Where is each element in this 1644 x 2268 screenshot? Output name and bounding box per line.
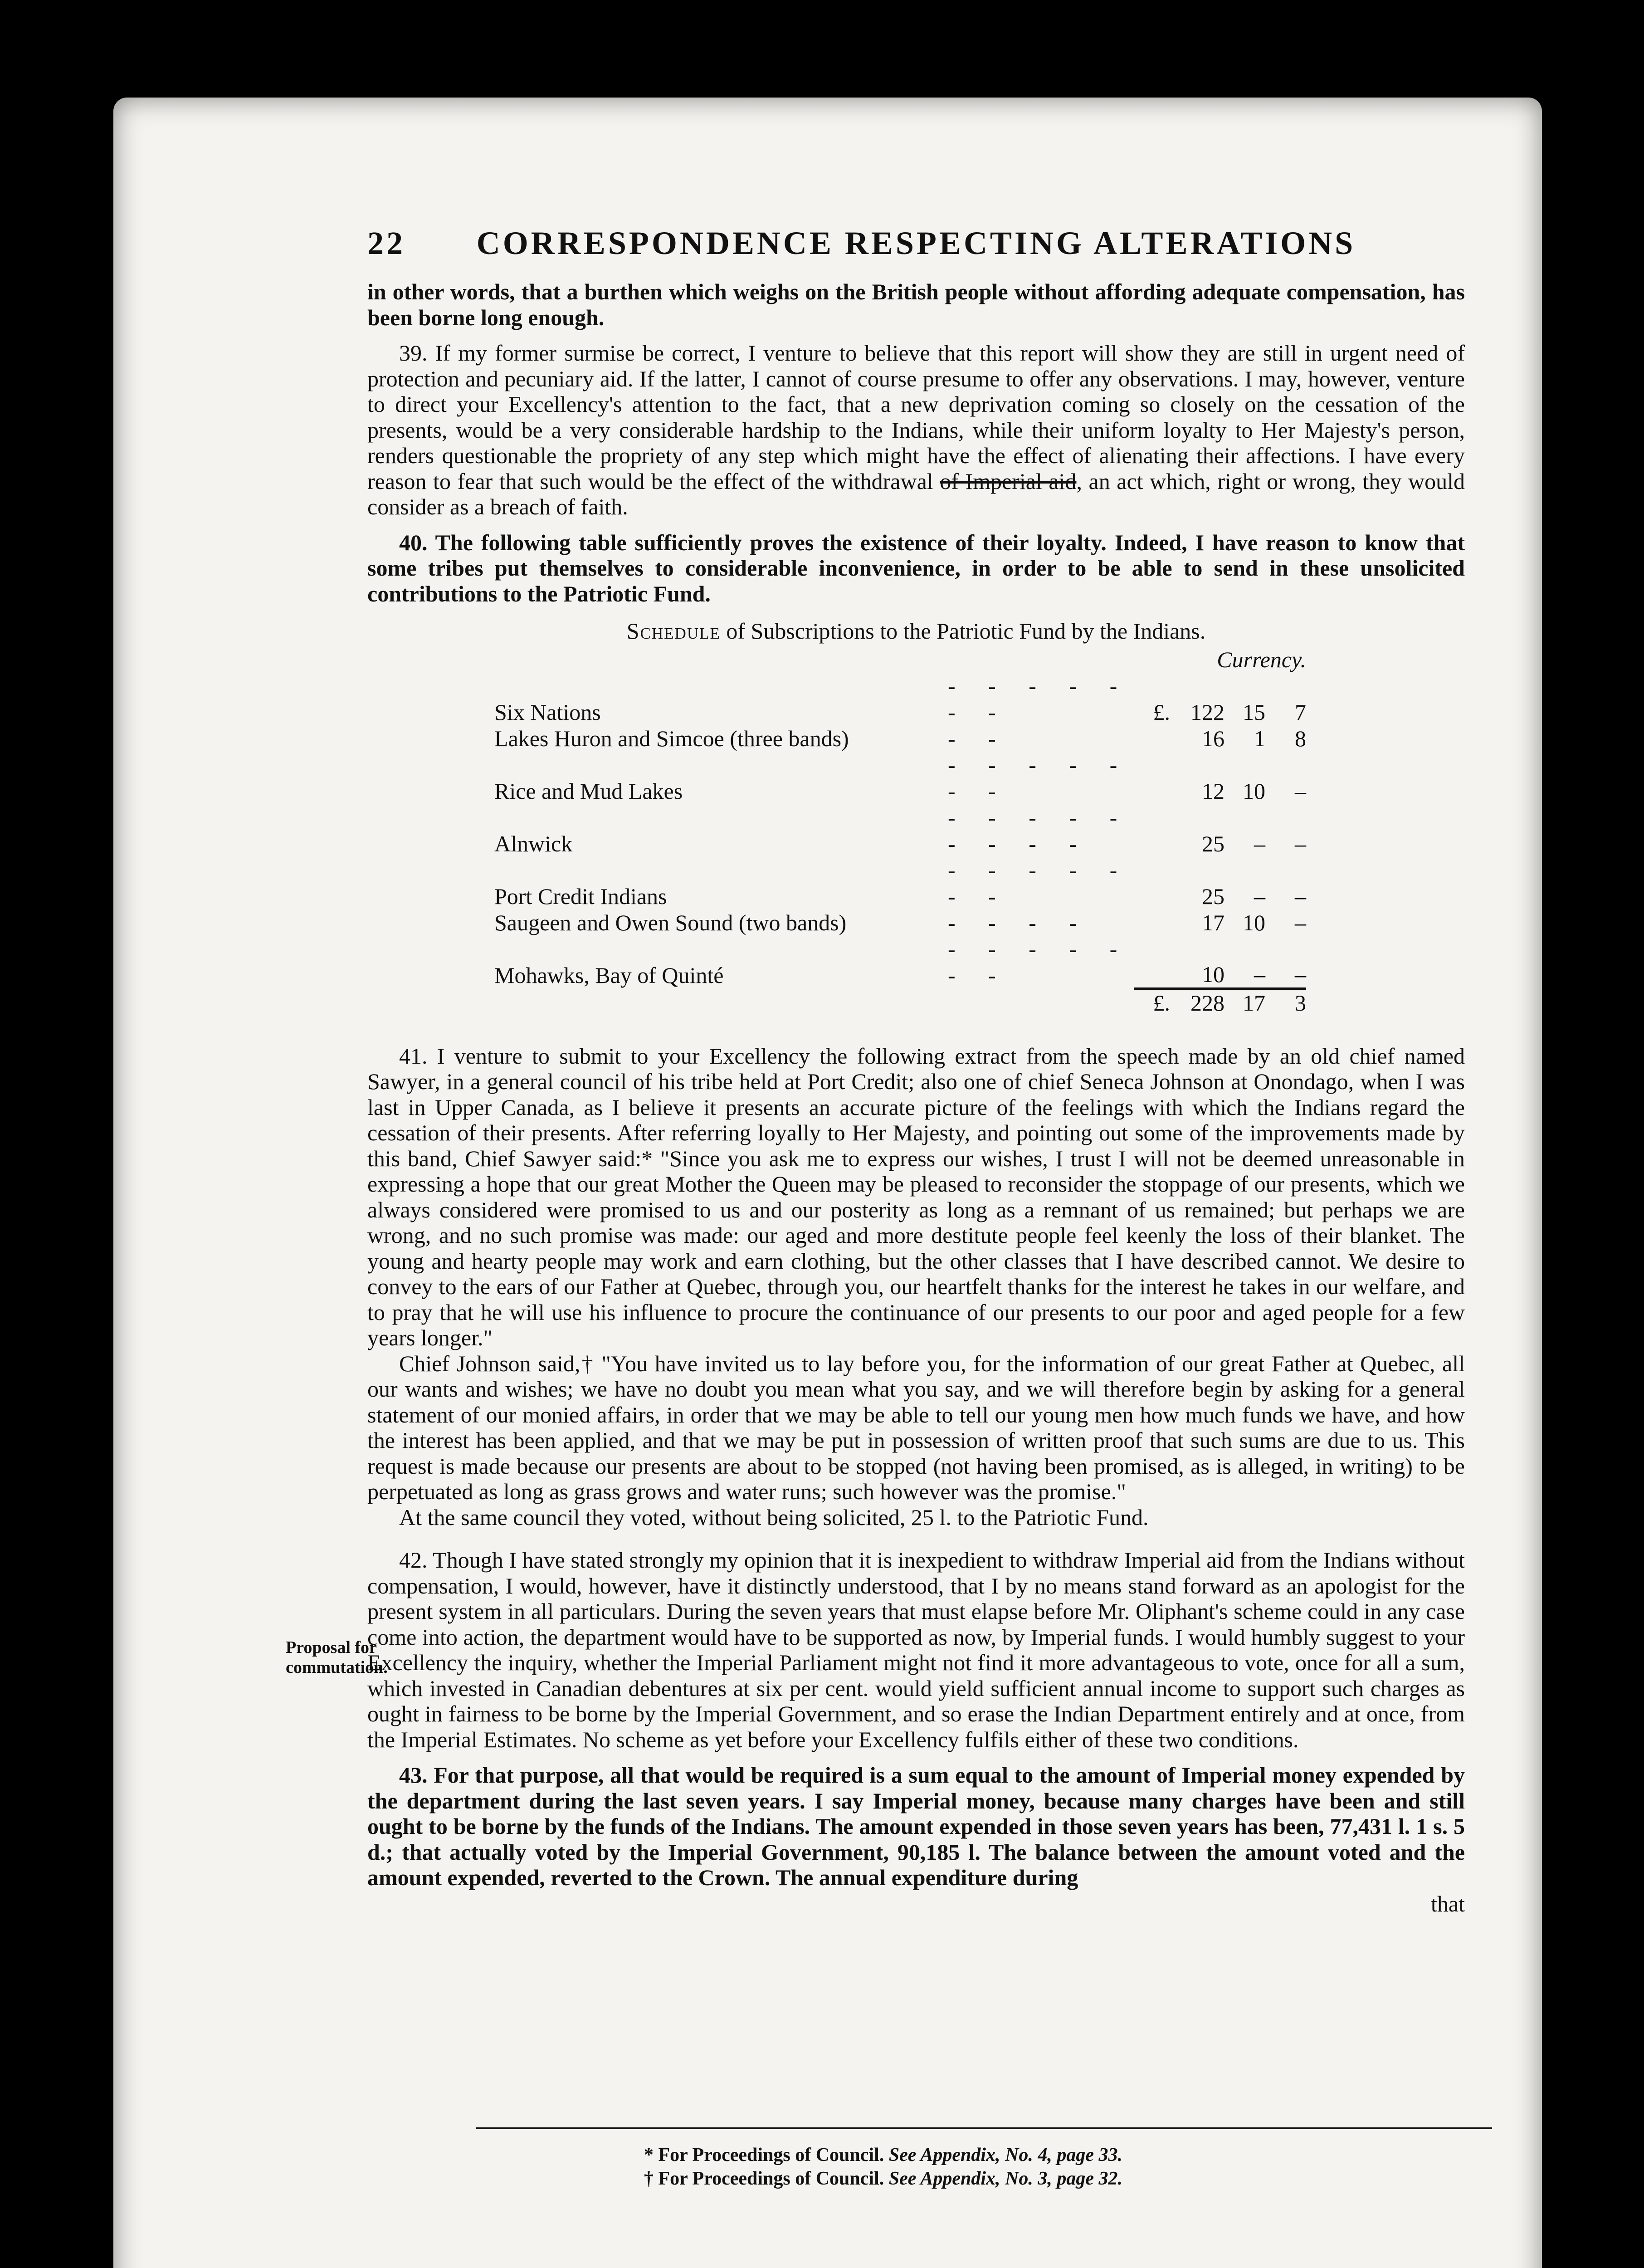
tribe-name: Lakes Huron and Simcoe (three bands) [494, 726, 849, 751]
leader-dots: - - - - - - - [948, 936, 1131, 988]
pence: 7 [1295, 699, 1306, 725]
tribe-name: Six Nations [494, 699, 601, 725]
pound-sign: £. [1153, 699, 1170, 725]
footnote-rule [476, 2127, 1492, 2129]
paragraph-39-end: , an act which, right or wrong, they would consider as a breach of faith. [367, 468, 1465, 519]
shillings: 15 [1243, 699, 1265, 725]
shillings: – [1254, 831, 1265, 856]
table-row [494, 725, 1306, 752]
total-shillings: 17 [1224, 988, 1265, 1016]
pence: 8 [1295, 726, 1306, 751]
footnote-2 [644, 2167, 1122, 2190]
running-header [367, 225, 1465, 265]
page-title: CORRESPONDENCE RESPECTING ALTERATIONS [476, 225, 1356, 261]
table-row [494, 673, 1306, 725]
pounds: 17 [1202, 910, 1224, 935]
shillings: 1 [1254, 726, 1265, 751]
intro-paragraph: in other words, that a burthen which weighs on the British people without affording adequate compensation, has been borne long enough. [367, 279, 1465, 330]
schedule-title [367, 618, 1465, 644]
subscription-table [494, 646, 1306, 1016]
pounds: 16 [1202, 726, 1224, 751]
paragraph-41-johnson: Chief Johnson said,† "You have invited us to lay before you, for the information of our great Father at Quebec, all our wants and wishes; we have no doubt you mean what you say, and we will therefore begin by asking for a general statement of our monied affairs, in order that we may be able to tell our young men how much funds we have, and how the interest has been applied, and that we may be put in possession of written proof that such sums are due to us. This request is made because our presents are about to be stopped (not having been promised, as is alleged, in writing) to be perpetuated as long as grass grows and water runs; such however was the promise." [367, 1350, 1465, 1504]
table-row [494, 804, 1306, 857]
leader-dots: - - - - - - - - - [948, 805, 1131, 856]
total-pounds: 228 [1175, 988, 1224, 1016]
pound-sign [1134, 752, 1175, 804]
paragraph-41-council: At the same council they voted, without being solicited, 25 l. to the Patriotic Fund. [399, 1504, 1149, 1530]
pence: – [1295, 831, 1306, 856]
paragraph-42: 42. Though I have stated strongly my opinion that it is inexpedient to withdraw Imperial aid from the Indians without compensation, I would, however, have it distinctly understood, that I by no means stand forward as an apologist for the present system in all particulars. During the seven years that must elapse before Mr. Oliphant's scheme could in any case come into action, the department would have to be supported as now, by Imperial funds. I would humbly suggest to your Excellency the inquiry, whether the Imperial Parliament might not find it more advantageous to vote, once for all a sum, which invested in Canadian debentures at six per cent. would yield sufficient annual income to support such charges as ought in fairness to be borne by the Imperial Government, and so erase the Indian Department entirely and at once, from the Imperial Estimates. No scheme as yet before your Excellency fulfils either of these two conditions. [367, 1547, 1465, 1752]
pound-sign [1134, 725, 1175, 752]
shillings: – [1254, 961, 1265, 987]
table-row [494, 752, 1306, 804]
pound-sign [1134, 936, 1175, 988]
pound-sign [1134, 804, 1175, 857]
page-number: 22 [367, 225, 405, 261]
total-pence: 3 [1265, 988, 1306, 1016]
footnote-2-ref: See Appendix, No. 3, page 32. [888, 2168, 1122, 2189]
leader-dots: - - [948, 726, 1010, 751]
document-page [113, 98, 1542, 2268]
pounds: 25 [1202, 831, 1224, 856]
tribe-name: Alnwick [494, 831, 573, 856]
footnote-1 [644, 2143, 1122, 2167]
pence: – [1295, 884, 1306, 909]
currency-label: Currency. [1217, 647, 1306, 672]
leader-dots: - - - - [948, 910, 1091, 935]
pounds: 10 [1202, 961, 1224, 987]
pounds: 12 [1202, 778, 1224, 804]
footnote-1-ref: See Appendix, No. 4, page 33. [888, 2145, 1122, 2165]
pound-sign [1134, 909, 1175, 936]
pounds: 25 [1202, 884, 1224, 909]
paragraph-39-text: 39. If my former surmise be correct, I venture to believe that this report will show they are still in urgent need of protection and pecuniary aid. If the latter, I cannot of course presume to offer any observations. I may, however, venture to direct your Excellency's attention to the fact, that a new deprivation coming so closely on the cessation of the presents, would be a very considerable hardship to the Indians, while their uniform loyalty to Her Majesty's person, renders questionable the propriety of any step which might have the effect of alienating their affections. I have every reason to fear that such would be the effect of the withdrawal [367, 340, 1465, 494]
table-row [494, 936, 1306, 988]
struck-text: of Imperial aid [940, 468, 1077, 494]
pence: – [1295, 778, 1306, 804]
binding-hole [1544, 184, 1571, 225]
pence: – [1295, 961, 1306, 987]
paragraph-40: 40. The following table sufficiently proves the existence of their loyalty. Indeed, I have reason to know that some tribes put themselves to considerable inconvenience, in order to be able to send in these unsolicited contributions to the Patriotic Fund. [367, 529, 1465, 606]
tribe-name: Saugeen and Owen Sound (two bands) [494, 910, 847, 935]
pounds: 122 [1190, 699, 1224, 725]
footnote-2-lead: † For Proceedings of Council. [644, 2168, 884, 2189]
pound-sign [1134, 857, 1175, 909]
table-row [494, 909, 1306, 936]
margin-note: Proposal for commutation. [286, 1638, 388, 1677]
tribe-name: Mohawks, Bay of Quinté [494, 963, 724, 988]
leader-dots: - - - - - - - [948, 752, 1131, 804]
pence: – [1295, 910, 1306, 935]
paragraph-41: 41. I venture to submit to your Excellency the following extract from the speech made by an old chief named Sawyer, in a general council of his tribe held at Port Credit; also one of chief Seneca Johnson at Onondago, when I was last in Upper Canada, as I believe it presents an accurate picture of the feelings with which the Indians regard the cessation of their presents. After referring loyally to Her Majesty, and pointing out some of the improvements made by this band, Chief Sawyer said:* "Since you ask me to express our wishes, I trust I will not be deemed unreasonable in expressing a hope that our great Mother the Queen may be pleased to reconsider the stoppage of our presents, which we always considered were promised to us and our posterity as long as a remnant of us remained; but perhaps we are wrong, and no such promise was made: our aged and more destitute people feel keenly the loss of their blanket. The young and hearty people may work and earn clothing, but the other classes that I have described cannot. We desire to convey to the ears of our Father at Quebec, through you, our heartfelt thanks for the interest he takes in our welfare, and to pray that he will use his influence to procure the continuance of our presents to our poor and aged people for a few years longer." [367, 1043, 1465, 1350]
catchword: that [1431, 1891, 1465, 1916]
leader-dots: - - - - - - - [948, 673, 1131, 725]
shillings: 10 [1243, 778, 1265, 804]
paragraph-39 [367, 340, 1465, 520]
footnote-1-lead: * For Proceedings of Council. [644, 2145, 884, 2165]
schedule-title-rest: of Subscriptions to the Patriotic Fund by the Indians. [720, 618, 1206, 644]
shillings: 10 [1243, 910, 1265, 935]
total-pound-sign: £. [1134, 988, 1175, 1016]
tribe-name: Rice and Mud Lakes [494, 778, 683, 804]
leader-dots: - - - - - - - [948, 857, 1131, 909]
table-row [494, 857, 1306, 909]
page-content [367, 225, 1465, 1917]
schedule-title-lead: Schedule [626, 618, 721, 644]
shillings: – [1254, 884, 1265, 909]
tribe-name: Port Credit Indians [494, 884, 667, 909]
paragraph-43: 43. For that purpose, all that would be required is a sum equal to the amount of Imperial money expended by the department during the last seven years. I say Imperial money, because many charges have been and still ought to be borne by the funds of the Indians. The amount expended in those seven years has been, 77,431 l. 1 s. 5 d.; that actually voted by the Imperial Government, 90,185 l. The balance between the amount voted and the amount expended, reverted to the Crown. The annual expenditure during [367, 1762, 1465, 1890]
